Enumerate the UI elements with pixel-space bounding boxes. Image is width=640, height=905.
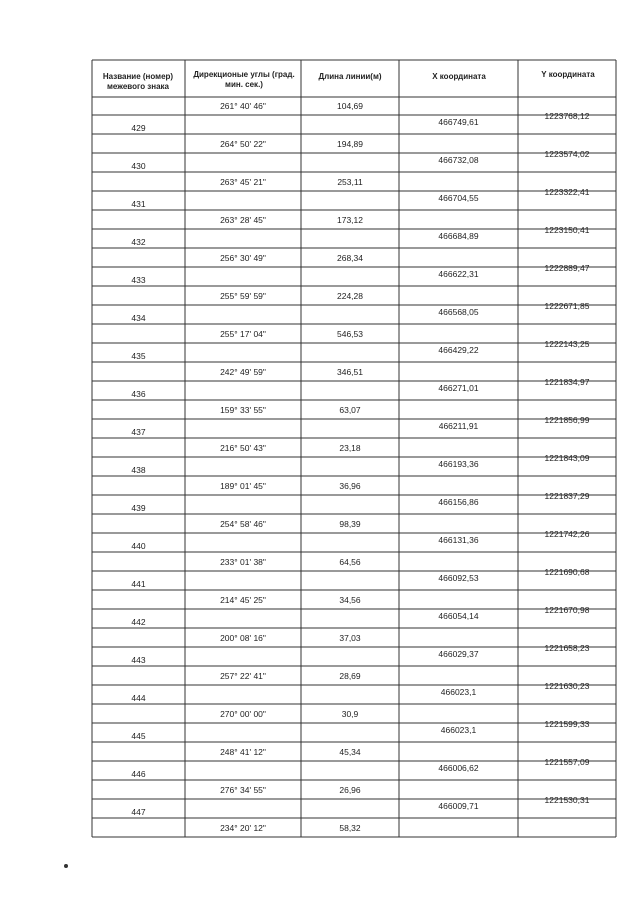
angle-cell: 189° 01' 45"	[220, 481, 266, 491]
point-name-cell: 437	[131, 427, 146, 437]
header-y: Y координата	[541, 70, 595, 79]
y-coordinate-cell: 1223150,41	[544, 225, 590, 235]
header-length: Длина линии(м)	[318, 72, 382, 81]
x-coordinate-cell: 466054,14	[438, 611, 479, 621]
x-coordinate-cell: 466568,05	[438, 307, 479, 317]
y-coordinate-cell: 1223322,41	[544, 187, 590, 197]
point-name-cell: 438	[131, 465, 146, 475]
y-coordinate-cell: 1221856,99	[544, 415, 590, 425]
point-name-cell: 445	[131, 731, 146, 741]
y-coordinate-cell: 1223768,12	[544, 111, 590, 121]
point-name-cell: 436	[131, 389, 146, 399]
y-coordinate-cell: 1222671,85	[544, 301, 590, 311]
angle-cell: 248° 41' 12"	[220, 747, 266, 757]
y-coordinate-cell: 1221690,68	[544, 567, 590, 577]
y-coordinate-cell: 1223574,02	[544, 149, 590, 159]
length-cell: 104,69	[337, 101, 363, 111]
length-cell: 30,9	[341, 709, 359, 719]
angle-cell: 255° 59' 59"	[220, 291, 266, 301]
length-cell: 194,89	[337, 139, 363, 149]
angle-cell: 214° 45' 25"	[220, 595, 266, 605]
y-coordinate-cell: 1221630,23	[544, 681, 590, 691]
point-name-cell: 447	[131, 807, 146, 817]
length-cell: 63,07	[339, 405, 361, 415]
y-coordinate-cell: 1221658,23	[544, 643, 590, 653]
length-cell: 268,34	[337, 253, 363, 263]
y-coordinate-cell: 1221530,31	[544, 795, 590, 805]
point-name-cell: 433	[131, 275, 146, 285]
x-coordinate-cell: 466009,71	[438, 801, 479, 811]
angle-cell: 263° 45' 21"	[220, 177, 266, 187]
y-coordinate-cell: 1221742,26	[544, 529, 590, 539]
angle-cell: 254° 58' 46"	[220, 519, 266, 529]
length-cell: 224,28	[337, 291, 363, 301]
y-coordinate-cell: 1221834,97	[544, 377, 590, 387]
length-cell: 34,56	[339, 595, 361, 605]
angle-cell: 270° 00' 00"	[220, 709, 266, 719]
length-cell: 26,96	[339, 785, 361, 795]
x-coordinate-cell: 466023,1	[440, 687, 477, 697]
point-name-cell: 432	[131, 237, 146, 247]
length-cell: 23,18	[339, 443, 361, 453]
point-name-cell: 429	[131, 123, 146, 133]
angle-cell: 242° 49' 59"	[220, 367, 266, 377]
y-coordinate-cell: 1222889,47	[544, 263, 590, 273]
point-name-cell: 446	[131, 769, 146, 779]
length-cell: 37,03	[339, 633, 361, 643]
point-name-cell: 434	[131, 313, 146, 323]
point-name-cell: 442	[131, 617, 146, 627]
point-name-cell: 430	[131, 161, 146, 171]
length-cell: 45,34	[339, 747, 361, 757]
header-angle: Дирекционые углы (град. мин. сек.)	[193, 70, 295, 89]
point-name-cell: 439	[131, 503, 146, 513]
length-cell: 253,11	[337, 177, 363, 187]
angle-cell: 200° 08' 16"	[220, 633, 266, 643]
x-coordinate-cell: 466023,1	[440, 725, 477, 735]
length-cell: 28,69	[339, 671, 361, 681]
y-coordinate-cell: 1221670,98	[544, 605, 590, 615]
point-name-cell: 441	[131, 579, 146, 589]
y-coordinate-cell: 1221837,29	[544, 491, 590, 501]
x-coordinate-cell: 466193,36	[438, 459, 479, 469]
point-name-cell: 435	[131, 351, 146, 361]
y-coordinate-cell: 1221843,09	[544, 453, 590, 463]
x-coordinate-cell: 466131,36	[438, 535, 479, 545]
y-coordinate-cell: 1221599,33	[544, 719, 590, 729]
x-coordinate-cell: 466429,22	[438, 345, 479, 355]
length-cell: 36,96	[339, 481, 361, 491]
point-name-cell: 443	[131, 655, 146, 665]
angle-cell: 234° 20' 12"	[220, 823, 266, 833]
length-cell: 346,51	[337, 367, 363, 377]
x-coordinate-cell: 466749,61	[438, 117, 479, 127]
angle-cell: 233° 01' 38"	[220, 557, 266, 567]
x-coordinate-cell: 466092,53	[438, 573, 479, 583]
y-coordinate-cell: 1222143,25	[544, 339, 590, 349]
x-coordinate-cell: 466684,89	[438, 231, 479, 241]
x-coordinate-cell: 466029,37	[438, 649, 479, 659]
point-name-cell: 440	[131, 541, 146, 551]
point-name-cell: 444	[131, 693, 146, 703]
x-coordinate-cell: 466211,91	[438, 421, 479, 431]
angle-cell: 255° 17' 04"	[220, 329, 266, 339]
length-cell: 98,39	[339, 519, 361, 529]
header-name: Название (номер) межевого знака	[102, 72, 174, 91]
length-cell: 64,56	[339, 557, 361, 567]
angle-cell: 159° 33' 55"	[220, 405, 266, 415]
angle-cell: 261° 40' 46"	[220, 101, 266, 111]
x-coordinate-cell: 466622,31	[438, 269, 479, 279]
x-coordinate-cell: 466704,55	[438, 193, 479, 203]
x-coordinate-cell: 466732,08	[438, 155, 479, 165]
length-cell: 546,53	[337, 329, 363, 339]
header-x: X координата	[432, 72, 486, 81]
y-coordinate-cell: 1221557,09	[544, 757, 590, 767]
angle-cell: 263° 28' 45"	[220, 215, 266, 225]
angle-cell: 256° 30' 49"	[220, 253, 266, 263]
x-coordinate-cell: 466271,01	[438, 383, 479, 393]
angle-cell: 257° 22' 41"	[220, 671, 266, 681]
margin-mark	[64, 864, 68, 868]
angle-cell: 276° 34' 55"	[220, 785, 266, 795]
x-coordinate-cell: 466156,86	[438, 497, 479, 507]
length-cell: 58,32	[339, 823, 361, 833]
angle-cell: 216° 50' 43"	[220, 443, 266, 453]
point-name-cell: 431	[131, 199, 146, 209]
length-cell: 173,12	[337, 215, 363, 225]
x-coordinate-cell: 466006,62	[438, 763, 479, 773]
angle-cell: 264° 50' 22"	[220, 139, 266, 149]
